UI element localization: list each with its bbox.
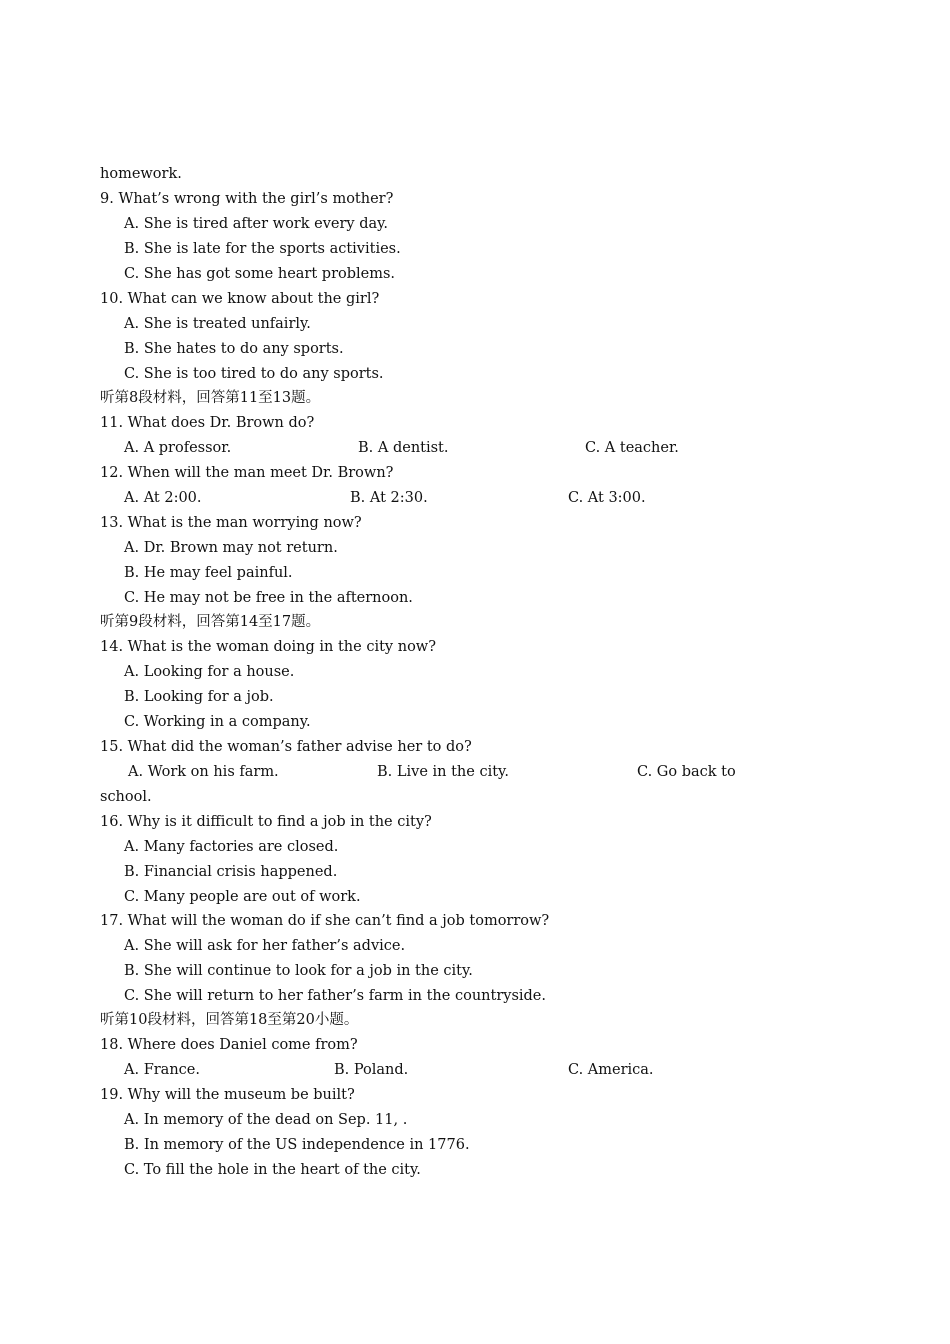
question-19: 19. Why will the museum be built?: [100, 1087, 355, 1103]
option-9b: B. She is late for the sports activities.: [124, 241, 401, 257]
option-15a: A. Work on his farm.: [128, 764, 279, 780]
question-18: 18. Where does Daniel come from?: [100, 1037, 358, 1053]
option-14b: B. Looking for a job.: [124, 689, 274, 705]
section-10-instruction: 听第10段材料，回答第18至第20小题。: [100, 1012, 359, 1028]
option-18b: B. Poland.: [334, 1062, 409, 1078]
option-13b: B. He may feel painful.: [124, 565, 293, 581]
option-12b: B. At 2:30.: [350, 490, 428, 506]
question-16: 16. Why is it difficult to find a job in the city?: [100, 814, 432, 830]
question-14: 14. What is the woman doing in the city now?: [100, 639, 436, 655]
question-9: 9. What’s wrong with the girl’s mother?: [100, 191, 394, 207]
option-16c: C. Many people are out of work.: [124, 889, 361, 905]
question-13: 13. What is the man worrying now?: [100, 515, 362, 531]
question-17: 17. What will the woman do if she can’t find a job tomorrow?: [100, 913, 550, 929]
option-12c: C. At 3:00.: [568, 490, 646, 506]
option-15b: B. Live in the city.: [377, 764, 509, 780]
option-9c: C. She has got some heart problems.: [124, 266, 396, 282]
question-11: 11. What does Dr. Brown do?: [100, 415, 315, 431]
option-17c: C. She will return to her father’s farm in the countryside.: [124, 988, 546, 1004]
option-13c: C. He may not be free in the afternoon.: [124, 590, 413, 606]
option-18c: C. America.: [568, 1062, 654, 1078]
option-16b: B. Financial crisis happened.: [124, 864, 338, 880]
option-19a: A. In memory of the dead on Sep. 11, .: [124, 1112, 408, 1128]
option-17a: A. She will ask for her father’s advice.: [124, 938, 406, 954]
option-14a: A. Looking for a house.: [124, 664, 295, 680]
option-9a: A. She is tired after work every day.: [124, 216, 389, 232]
section-9-instruction: 听第9段材料，回答第14至17题。: [100, 614, 321, 630]
question-12: 12. When will the man meet Dr. Brown?: [100, 465, 394, 481]
option-10a: A. She is treated unfairly.: [124, 316, 311, 332]
question-15: 15. What did the woman’s father advise her to do?: [100, 739, 472, 755]
option-11a: A. A professor.: [124, 440, 232, 456]
option-16a: A. Many factories are closed.: [124, 839, 339, 855]
section-8-instruction: 听第8段材料，回答第11至13题。: [100, 390, 321, 406]
question-10: 10. What can we know about the girl?: [100, 291, 380, 307]
option-18a: A. France.: [124, 1062, 200, 1078]
option-15c: C. Go back to: [637, 764, 736, 780]
option-12a: A. At 2:00.: [124, 490, 202, 506]
option-10c: C. She is too tired to do any sports.: [124, 366, 384, 382]
continued-text: homework.: [100, 166, 182, 182]
option-10b: B. She hates to do any sports.: [124, 341, 344, 357]
option-11b: B. A dentist.: [358, 440, 449, 456]
option-15c-continued: school.: [100, 789, 152, 805]
option-19b: B. In memory of the US independence in 1776.: [124, 1137, 470, 1153]
option-13a: A. Dr. Brown may not return.: [124, 540, 338, 556]
option-11c: C. A teacher.: [585, 440, 679, 456]
option-17b: B. She will continue to look for a job in the city.: [124, 963, 473, 979]
option-14c: C. Working in a company.: [124, 714, 311, 730]
option-19c: C. To fill the hole in the heart of the city.: [124, 1162, 421, 1178]
